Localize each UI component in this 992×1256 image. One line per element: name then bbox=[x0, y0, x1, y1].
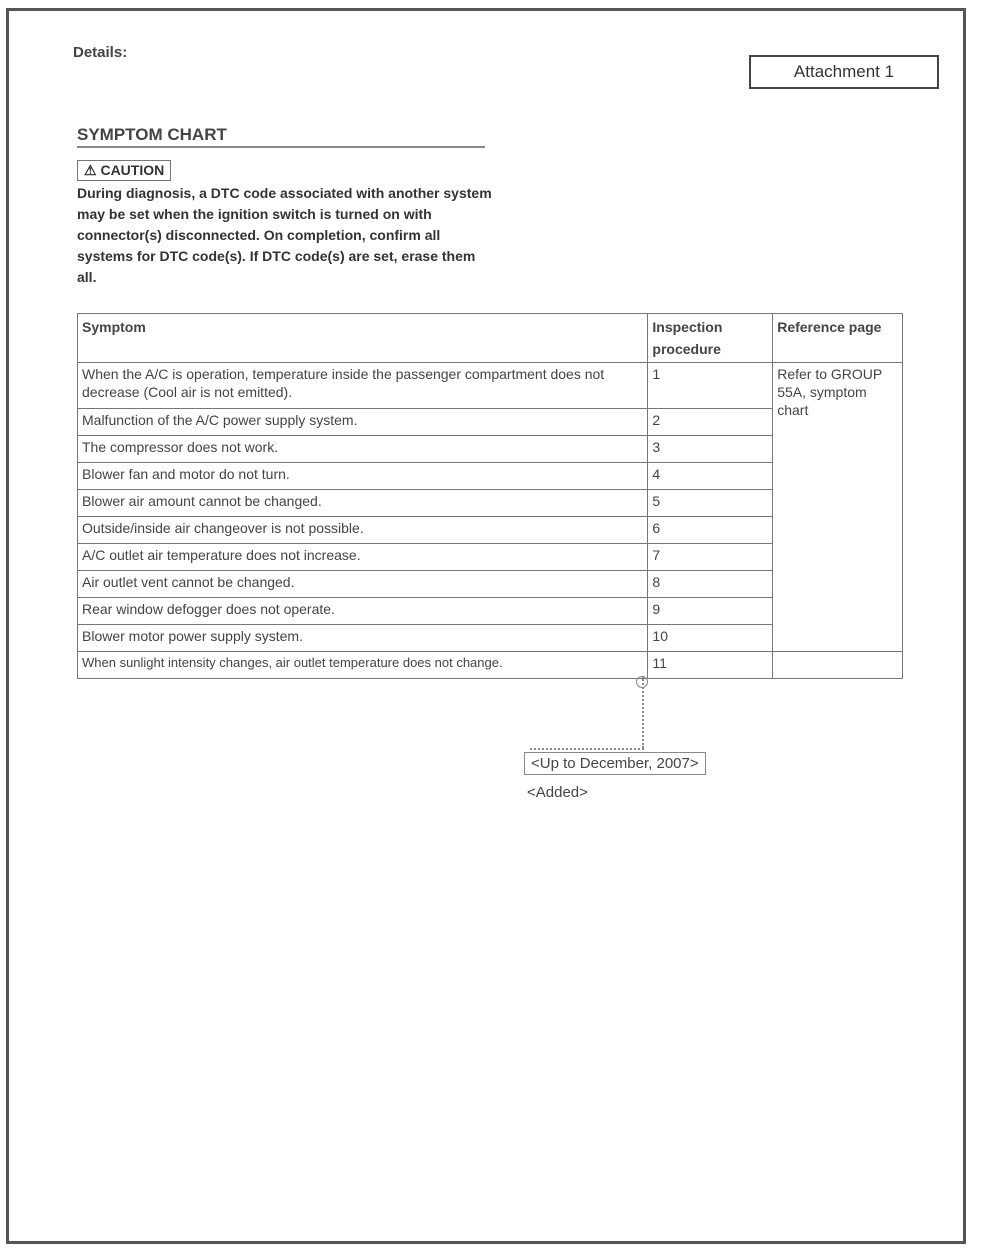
warning-triangle-icon: ⚠ bbox=[84, 162, 97, 178]
procedure-cell: 2 bbox=[648, 409, 773, 436]
symptom-cell: A/C outlet air temperature does not increase. bbox=[78, 544, 648, 571]
procedure-cell: 3 bbox=[648, 436, 773, 463]
procedure-cell: 4 bbox=[648, 463, 773, 490]
procedure-cell: 1 bbox=[648, 363, 773, 409]
symptom-cell: Blower fan and motor do not turn. bbox=[78, 463, 648, 490]
note-date-label: <Up to December, 2007> bbox=[524, 752, 706, 775]
header-reference: Reference page bbox=[773, 314, 903, 363]
symptom-cell: Malfunction of the A/C power supply system. bbox=[78, 409, 648, 436]
symptom-cell: Blower motor power supply system. bbox=[78, 625, 648, 652]
header-procedure: Inspection procedure bbox=[648, 314, 773, 363]
symptom-table bbox=[77, 313, 903, 679]
reference-cell: Refer to GROUP 55A, symptom chart bbox=[773, 363, 903, 652]
reference-cell bbox=[773, 652, 903, 679]
procedure-cell: 5 bbox=[648, 490, 773, 517]
table-row-added bbox=[78, 652, 903, 679]
details-label: Details: bbox=[73, 44, 128, 61]
procedure-cell: 8 bbox=[648, 571, 773, 598]
header-symptom: Symptom bbox=[78, 314, 648, 363]
symptom-cell: Outside/inside air changeover is not possible. bbox=[78, 517, 648, 544]
caution-badge bbox=[77, 160, 171, 181]
caution-label: CAUTION bbox=[100, 162, 165, 178]
symptom-cell: When sunlight intensity changes, air outlet temperature does not change. bbox=[78, 652, 648, 679]
symptom-cell: Blower air amount cannot be changed. bbox=[78, 490, 648, 517]
note-added-label: <Added> bbox=[527, 784, 588, 801]
table-header-row bbox=[78, 314, 903, 363]
note-leader-line bbox=[642, 676, 646, 748]
procedure-cell: 9 bbox=[648, 598, 773, 625]
procedure-cell: 10 bbox=[648, 625, 773, 652]
caution-text: During diagnosis, a DTC code associated with another system may be set when the ignition switch is turned on with connector(s) disconnected. On completion, confirm all systems for DTC code(s). If DTC code(s) are set, erase them all. bbox=[77, 185, 492, 285]
attachment-label: Attachment 1 bbox=[749, 55, 939, 89]
procedure-cell: 7 bbox=[648, 544, 773, 571]
symptom-cell: The compressor does not work. bbox=[78, 436, 648, 463]
page-title: SYMPTOM CHART bbox=[77, 125, 485, 148]
procedure-cell: 6 bbox=[648, 517, 773, 544]
symptom-cell: When the A/C is operation, temperature inside the passenger compartment does not decrease (Cool air is not emitted). bbox=[78, 363, 648, 409]
procedure-cell: 11 bbox=[648, 652, 773, 679]
symptom-cell: Rear window defogger does not operate. bbox=[78, 598, 648, 625]
table-row bbox=[78, 363, 903, 409]
symptom-cell: Air outlet vent cannot be changed. bbox=[78, 571, 648, 598]
